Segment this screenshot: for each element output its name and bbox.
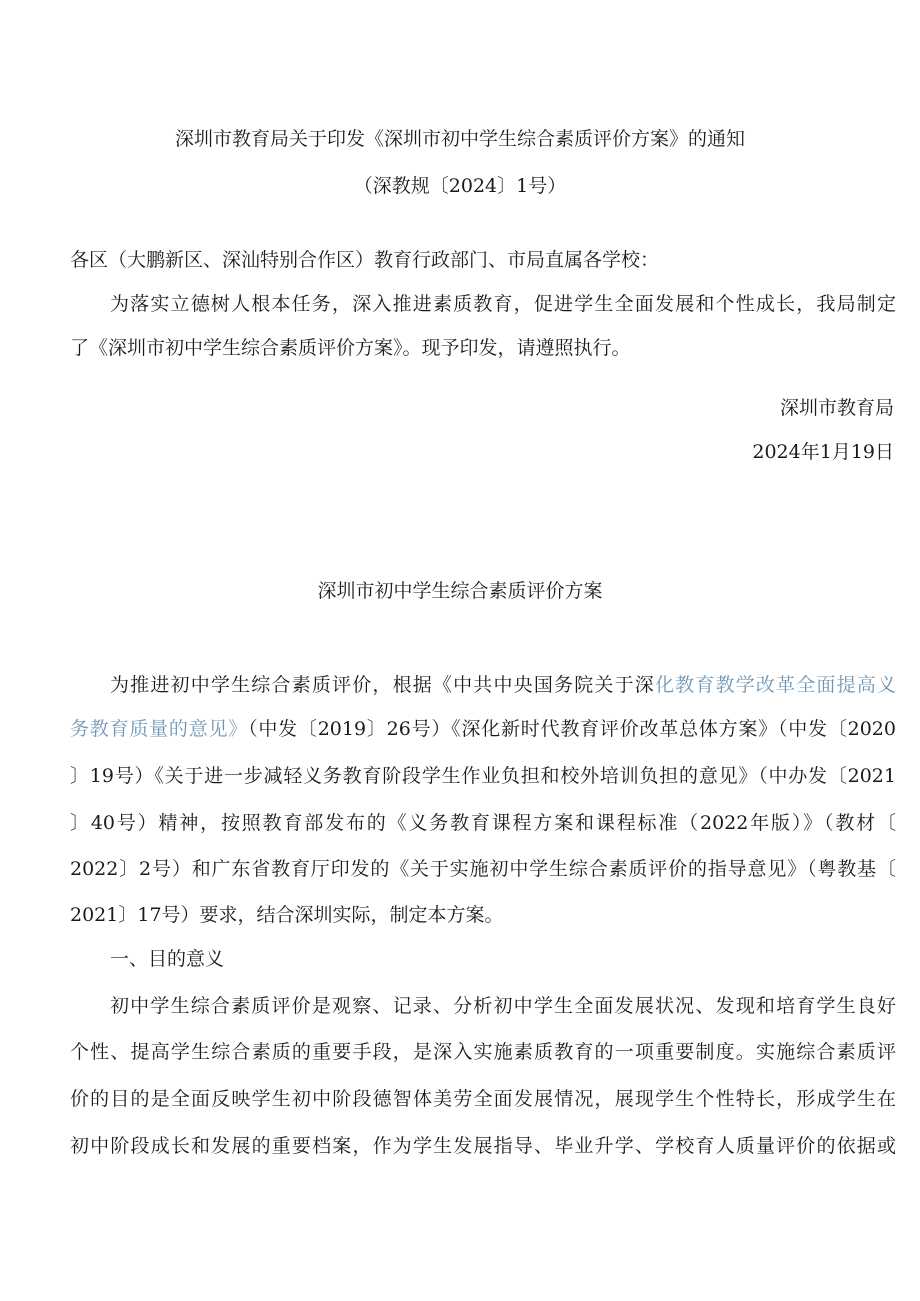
signer: 深圳市教育局 [779,397,894,419]
link-text[interactable]: 化教育教学改革全面提高义 [654,674,896,696]
paragraph-line: 价的目的是全面反映学生初中阶段德智体美劳全面发展情况，展现学生个性特长，形成学生在 [70,1088,896,1110]
paragraph-line [110,673,896,697]
link-text[interactable]: 务教育质量的意见》 [70,718,249,740]
date: 2024年1月19日 [752,441,894,463]
paragraph-line: 初中学生综合素质评价是观察、记录、分析初中学生全面发展状况、发现和培育学生良好 [110,995,896,1017]
paragraph-line: 〕19号）《关于进一步减轻义务教育阶段学生作业负担和校外培训负担的意见》（中办发〔2021 [70,765,896,787]
section-heading: 一、目的意义 [110,948,225,970]
notice-body-line: 为落实立德树人根本任务，深入推进素质教育，促进学生全面发展和个性成长，我局制定 [110,293,896,315]
paragraph-line: 初中阶段成长和发展的重要档案，作为学生发展指导、毕业升学、学校育人质量评价的依据或 [70,1135,896,1157]
paragraph-line: 2021〕17号）要求，结合深圳实际，制定本方案。 [70,904,504,926]
text-run: （中发〔2019〕26号）《深化新时代教育评价改革总体方案》（中发〔2020 [248,718,896,740]
paragraph-line: 〕40号）精神，按照教育部发布的《义务教育课程方案和课程标准（2022年版）》（教材〔 [70,812,896,834]
notice-body-line: 了《深圳市初中学生综合素质评价方案》。现予印发，请遵照执行。 [70,337,631,359]
plan-title: 深圳市初中学生综合素质评价方案 [317,580,603,602]
doc-number: （深教规〔2024〕1号） [353,175,567,197]
addressee: 各区（大鹏新区、深汕特别合作区）教育行政部门、市局直属各学校： [70,249,660,271]
notice-title: 深圳市教育局关于印发《深圳市初中学生综合素质评价方案》的通知 [174,128,745,150]
text-run: 为推进初中学生综合素质评价，根据《中共中央国务院关于深 [110,674,655,696]
paragraph-line: 2022〕2号）和广东省教育厅印发的《关于实施初中学生综合素质评价的指导意见》（粤教基〔 [70,858,896,880]
paragraph-line [70,717,896,741]
paragraph-line: 个性、提高学生综合素质的重要手段，是深入实施素质教育的一项重要制度。实施综合素质评 [70,1041,896,1063]
